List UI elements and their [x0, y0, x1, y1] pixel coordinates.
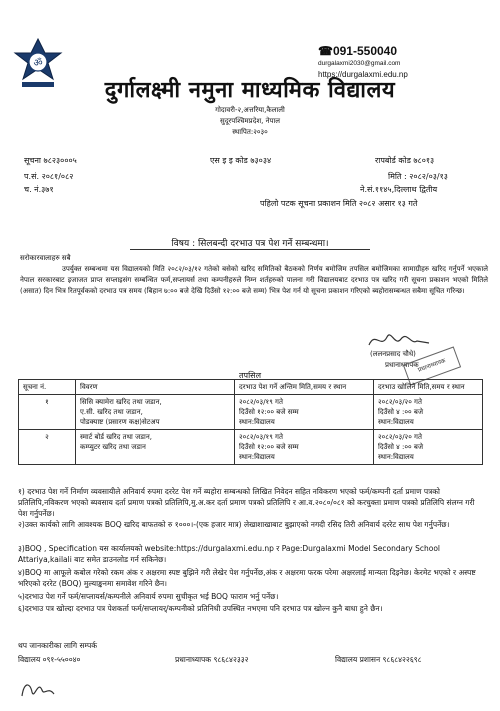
publication-date: पहिलो पटक सूचना प्रकाशन मिति २०८२ असार १३ गते	[260, 199, 418, 208]
row-opening: २०८२/०३/२० गते दिउँसो ४ :०० बजे स्थान:विद्यालय	[374, 430, 483, 465]
row-notice-no: १	[19, 395, 76, 430]
dispatch-number: च. नं.३७१	[24, 185, 54, 194]
row-deadline: २०८२/०३/१९ गते दिउँसो १२:०० बजे सम्म स्थान:विद्यालय	[235, 395, 374, 430]
phone-number: ☎091-550040	[318, 44, 398, 58]
board-code: रापबोर्ड कोड ७८०१३	[375, 156, 435, 165]
school-name: दुर्गालक्ष्मी नमुना माध्यमिक विद्यालय	[104, 78, 396, 103]
table-row	[19, 395, 483, 430]
fiscal-year: प.सं. २०८१/०८२	[24, 172, 74, 181]
header-deadline: दरभाउ पेश गर्ने अन्तिम मिति,समय र स्थान	[235, 380, 374, 395]
note-3: ३)BOQ , Specification यस कार्यालयको website:https://durgalaxmi.edu.np र Page:Durgalaxmi Model Secondary School Attariya,kailali बाट समेत डाउनलोड गर्न सकिनेछ।	[18, 544, 441, 564]
email-address[interactable]: durgalaxmi2030@gmail.com	[318, 60, 401, 67]
website-link[interactable]: https://durgalaxmi.edu.np	[318, 70, 408, 79]
signatory-role: प्रधानाध्यापक	[385, 361, 419, 369]
see-code: एस इ इ कोड ७३०३४	[210, 156, 272, 165]
header-opening: दरभाउ खोलिने मिति,समय र स्थान	[374, 380, 483, 395]
date: मिति : २०८२/०३/१३	[388, 172, 448, 181]
row-notice-no: २	[19, 430, 76, 465]
meta-row-3	[20, 184, 480, 196]
subject-line: विषय : सिलबन्दी दरभाउ पत्र पेश गर्ने सम्बन्धमा।	[171, 239, 329, 249]
row-deadline: २०८२/०३/१९ गते दिउँसो १२:०० बजे सम्म स्थान:विद्यालय	[235, 430, 374, 465]
address-line-1: गोदावरी-२,अत्तरिया,कैलाली	[215, 106, 285, 114]
table-caption: तपसिल	[238, 371, 261, 380]
admin-phone: विद्यालय प्रशासन ९८६८४२२६९८	[335, 655, 422, 664]
header-notice-no: सूचना नं.	[19, 380, 76, 395]
salutation: सरोकारवालाहरु सबै	[20, 254, 71, 262]
principal-stamp: प्रधानाध्यापक	[403, 346, 461, 385]
meta-row-2	[20, 171, 480, 183]
emblem-glyph: ॐ	[33, 58, 43, 69]
principal-phone: प्रधानाध्यापक ९८६८४२३३२	[175, 655, 249, 664]
established-year: स्थापित:२०३०	[232, 128, 268, 136]
note-2: २)उक्त कार्यको लागि आवश्यक BOQ खरिद बाफतको रु १०००।-(एक हजार मात्र) लेखाशाखाबाट बुझाएको नगदी रसिद तिरी अनिवार्य दररेट साथ पेश गर्नुपर्नेछ।	[18, 520, 450, 529]
notice-number: सूचना ७८२३०००५	[24, 156, 77, 165]
table-header-row	[19, 380, 483, 395]
header-description: विवरण	[76, 380, 235, 395]
phone-icon: ☎	[318, 44, 333, 58]
contact-heading: थप जानकारीका लागि सम्पर्क	[18, 641, 97, 650]
body-paragraph: उपर्युक्त सम्बन्धमा यस विद्यालयको मिति २०८२/०३/१२ गतेको बसेको खरिद समितिको बैठकको निर्णय बमोजिम तपसिल बमोजिमका सामाग्रीहरु खरिद गर्नुपर्ने भएकाले नेपाल सरकारबाट इजाजत प्राप्त सप्लाइसंग सम्बन्धित फर्म,सप्लायर्स तथा कम्पनीहरुले निम्न शर्तहरुको पालना गरी विद्यालयबाट दरभाउ पत्र खरिद गरी सूचना प्रकाशन भएको मितिले (असात) दिन भित्र रितपूर्वकको दरभाउ पत्र समय (बिहान ७:०० बजे देखि दिउँसो १२:०० बजे सम्म) भित्र पेश गर्न यो सूचना प्रकाशन गरिएको ब्यहोरासम्बन्धत सबैमा सूचित गरिन्छ।	[20, 265, 488, 295]
note-4: ४)BOQ मा आफूले कबोल गरेको रकम अंक र अक्षरमा स्पष्ट बुझिने गरी लेखेर पेश गर्नुपर्नेछ,अंक र अक्षरमा फरक परेमा अक्षरलाई मान्यता दिइनेछ। केरमेट भएको र अस्पष्ट भरिएको दररेट (BOQ) मुल्याङ्कनमा समावेश गरिने छैन।	[18, 568, 476, 588]
address-line-2: सुदूरपश्चिमप्रदेश, नेपाल	[219, 117, 281, 125]
meta-row-4	[20, 198, 480, 210]
note-1: १) दरभाउ पेश गर्ने निर्माण व्यवसायीले अनिवार्य रुपमा दररेट पेश गर्ने ब्यहोरा सम्बन्धको लिखित निवेदन सहित नविकरण भएको फर्म/कम्पनी दर्ता प्रमाण पत्रको प्रतिलिपि,नविकरण भएको ब्यवसाय दर्ता प्रमाण पत्रको प्रतिलिपि,मु.अ.कर दर्ता प्रमाण पत्रको प्रतिलिपि र आ.व.२०८०/०८१ को करचुक्ता प्रमाण पत्रको प्रतिलिपि संलग्न गरी पेश गर्नुपर्नेछ।	[18, 487, 475, 518]
tender-table	[18, 379, 483, 465]
table-row	[19, 430, 483, 465]
meta-row-1	[20, 155, 480, 167]
nepal-sambat-date: ने.सं.११४५,दिल्लाथ द्वितीय	[360, 185, 438, 194]
signatory-name: (ललनप्रसाद चौधे)	[370, 350, 416, 358]
subject-underline	[130, 249, 370, 250]
row-description: सिसि क्यामेरा खरिद तथा जडान, ए.सी. खरिद तथा जडान, पोडक्याष्ट (प्रसारण कक्ष)सेटअप	[76, 395, 235, 430]
initials-signature-icon	[18, 676, 58, 704]
note-5: ५)दरभाउ पेश गर्ने फर्म/सप्लायर्स/कम्पनीले अनिवार्य रुपमा सुचीकृत भई BOQ फाराम भर्नु पर्नेछ।	[18, 592, 279, 601]
note-6: ६)दरभाउ पत्र खोल्दा दरभाउ पत्र पेशकर्ता फर्म/सप्लायर्/कम्पनीको प्रतिनिधी उपस्थित नभएमा पनि दरभाउ पत्र खोल्न कुनै बाधा हुने छैन।	[18, 604, 383, 613]
school-phone: विद्यालय ०९१-५५००४०	[18, 655, 81, 664]
row-description: स्मार्ट बोर्ड खरिद तथा जडान, कम्प्युटर खरिद तथा जडान	[76, 430, 235, 465]
row-opening: २०८२/०३/२० गते दिउँसो ४ :०० बजे स्थान:विद्यालय	[374, 395, 483, 430]
